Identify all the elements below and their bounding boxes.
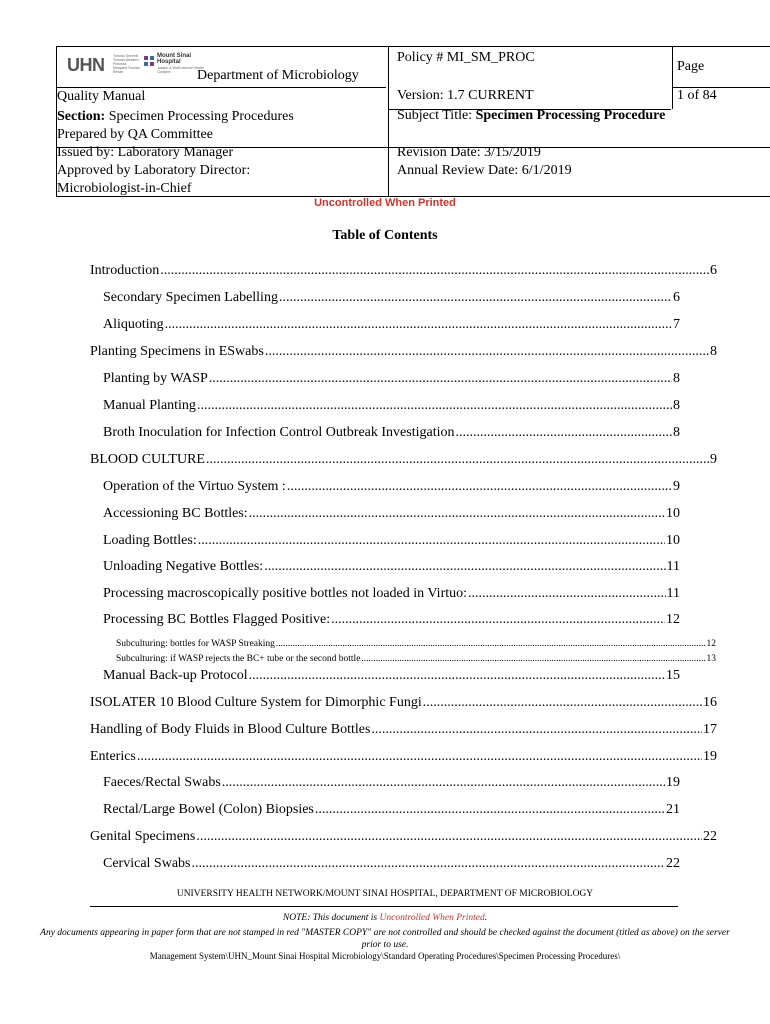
- toc-entry[interactable]: Processing macroscopically positive bottles not loaded in Virtuo: ..... 11: [103, 586, 680, 602]
- manual-name: Quality Manual: [57, 89, 146, 104]
- toc-entry[interactable]: Handling of Body Fluids in Blood Culture Bottles ..... 17: [90, 722, 717, 738]
- revision-date: Revision Date: 3/15/2019: [397, 145, 541, 160]
- annual-review-date: Annual Review Date: 6/1/2019: [397, 163, 572, 178]
- footer-note: NOTE: This document is Uncontrolled When Printed.: [282, 913, 488, 923]
- toc-entry[interactable]: Genital Specimens ..... 22: [90, 829, 717, 845]
- mount-sinai-logo-subtext: Joseph & Wolf Lebovic Health Complex: [157, 66, 204, 74]
- toc-entry[interactable]: Processing BC Bottles Flagged Positive: ..... 12: [103, 612, 680, 628]
- toc-entry[interactable]: Subculturing: if WASP rejects the BC+ tube or the second bottle ..... 13: [116, 654, 716, 664]
- toc-entry[interactable]: ISOLATER 10 Blood Culture System for Dimorphic Fungi ..... 16: [90, 695, 717, 711]
- mount-sinai-logo-icon: [143, 55, 155, 67]
- section-value: Specimen Processing Procedures: [108, 109, 294, 124]
- uhn-logo-text: UHN: [67, 55, 105, 75]
- toc-entry[interactable]: Manual Back-up Protocol ..... 15: [103, 668, 680, 684]
- subject-label: Subject Title:: [397, 108, 473, 123]
- toc-title: Table of Contents: [332, 228, 438, 243]
- toc-entry[interactable]: Unloading Negative Bottles: ..... 11: [103, 559, 680, 575]
- footer-path: Management System\UHN_Mount Sinai Hospital Microbiology\Standard Operating Procedures\Specimen Processing Procedures\: [149, 951, 621, 961]
- toc-entry[interactable]: Enterics ..... 19: [90, 749, 717, 765]
- footer-organization: UNIVERSITY HEALTH NETWORK/MOUNT SINAI HOSPITAL, DEPARTMENT OF MICROBIOLOGY: [176, 889, 594, 899]
- toc-entry[interactable]: Secondary Specimen Labelling ..... 6: [103, 290, 680, 306]
- version: Version: 1.7 CURRENT: [397, 88, 534, 103]
- toc-entry[interactable]: Subculturing: bottles for WASP Streaking ..... 12: [116, 639, 716, 649]
- uncontrolled-notice: Uncontrolled When Printed: [314, 197, 456, 209]
- toc-entry[interactable]: Manual Planting ..... 8: [103, 398, 680, 414]
- uhn-logo-subtext: Toronto General Toronto Western Princess Margaret Toronto Rehab: [113, 54, 140, 74]
- toc-entry[interactable]: Broth Inoculation for Infection Control Outbreak Investigation ..... 8: [103, 425, 680, 441]
- prepared-by: Prepared by QA Committee: [57, 127, 213, 142]
- toc-entry[interactable]: Introduction ..... 6: [90, 263, 717, 279]
- toc-entry[interactable]: Planting by WASP ..... 8: [103, 371, 680, 387]
- toc-entry[interactable]: Faeces/Rectal Swabs ..... 19: [103, 775, 680, 791]
- policy-number: Policy # MI_SM_PROC: [397, 50, 535, 65]
- footer-divider: [90, 906, 678, 907]
- approved-by-line2: Microbiologist-in-Chief: [57, 181, 192, 196]
- subject-title: [397, 107, 665, 125]
- approved-by-line1: Approved by Laboratory Director:: [57, 163, 251, 178]
- subject-value: Specimen Processing Procedure: [475, 108, 666, 123]
- section-label: Section:: [57, 109, 106, 124]
- department-name: Department of Microbiology: [197, 68, 359, 83]
- toc-entry[interactable]: Operation of the Virtuo System : ..... 9: [103, 479, 680, 495]
- footer-disclaimer: Any documents appearing in paper form that are not stamped in red "MASTER COPY" are not controlled and should be checked against the document (titled as above) on the server prior to use.: [40, 928, 730, 950]
- toc-entry[interactable]: Planting Specimens in ESwabs ..... 8: [90, 344, 717, 360]
- issued-by: Issued by: Laboratory Manager: [57, 145, 234, 160]
- toc-entry[interactable]: Loading Bottles: ..... 10: [103, 533, 680, 549]
- toc-entry[interactable]: Cervical Swabs ..... 22: [103, 856, 680, 872]
- toc-entry[interactable]: Rectal/Large Bowel (Colon) Biopsies ..... 21: [103, 802, 680, 818]
- section-line: [57, 108, 294, 126]
- page-number: 1 of 84: [677, 88, 717, 103]
- document-header: [56, 46, 770, 197]
- page-label: Page: [677, 59, 705, 74]
- toc-entry[interactable]: BLOOD CULTURE ..... 9: [90, 452, 717, 468]
- toc-entry[interactable]: Accessioning BC Bottles: ..... 10: [103, 506, 680, 522]
- toc-entry[interactable]: Aliquoting ..... 7: [103, 317, 680, 333]
- footer-uncontrolled: Uncontrolled When Printed: [379, 913, 485, 923]
- mount-sinai-logo-text: Mount Sinai Hospital: [157, 53, 191, 65]
